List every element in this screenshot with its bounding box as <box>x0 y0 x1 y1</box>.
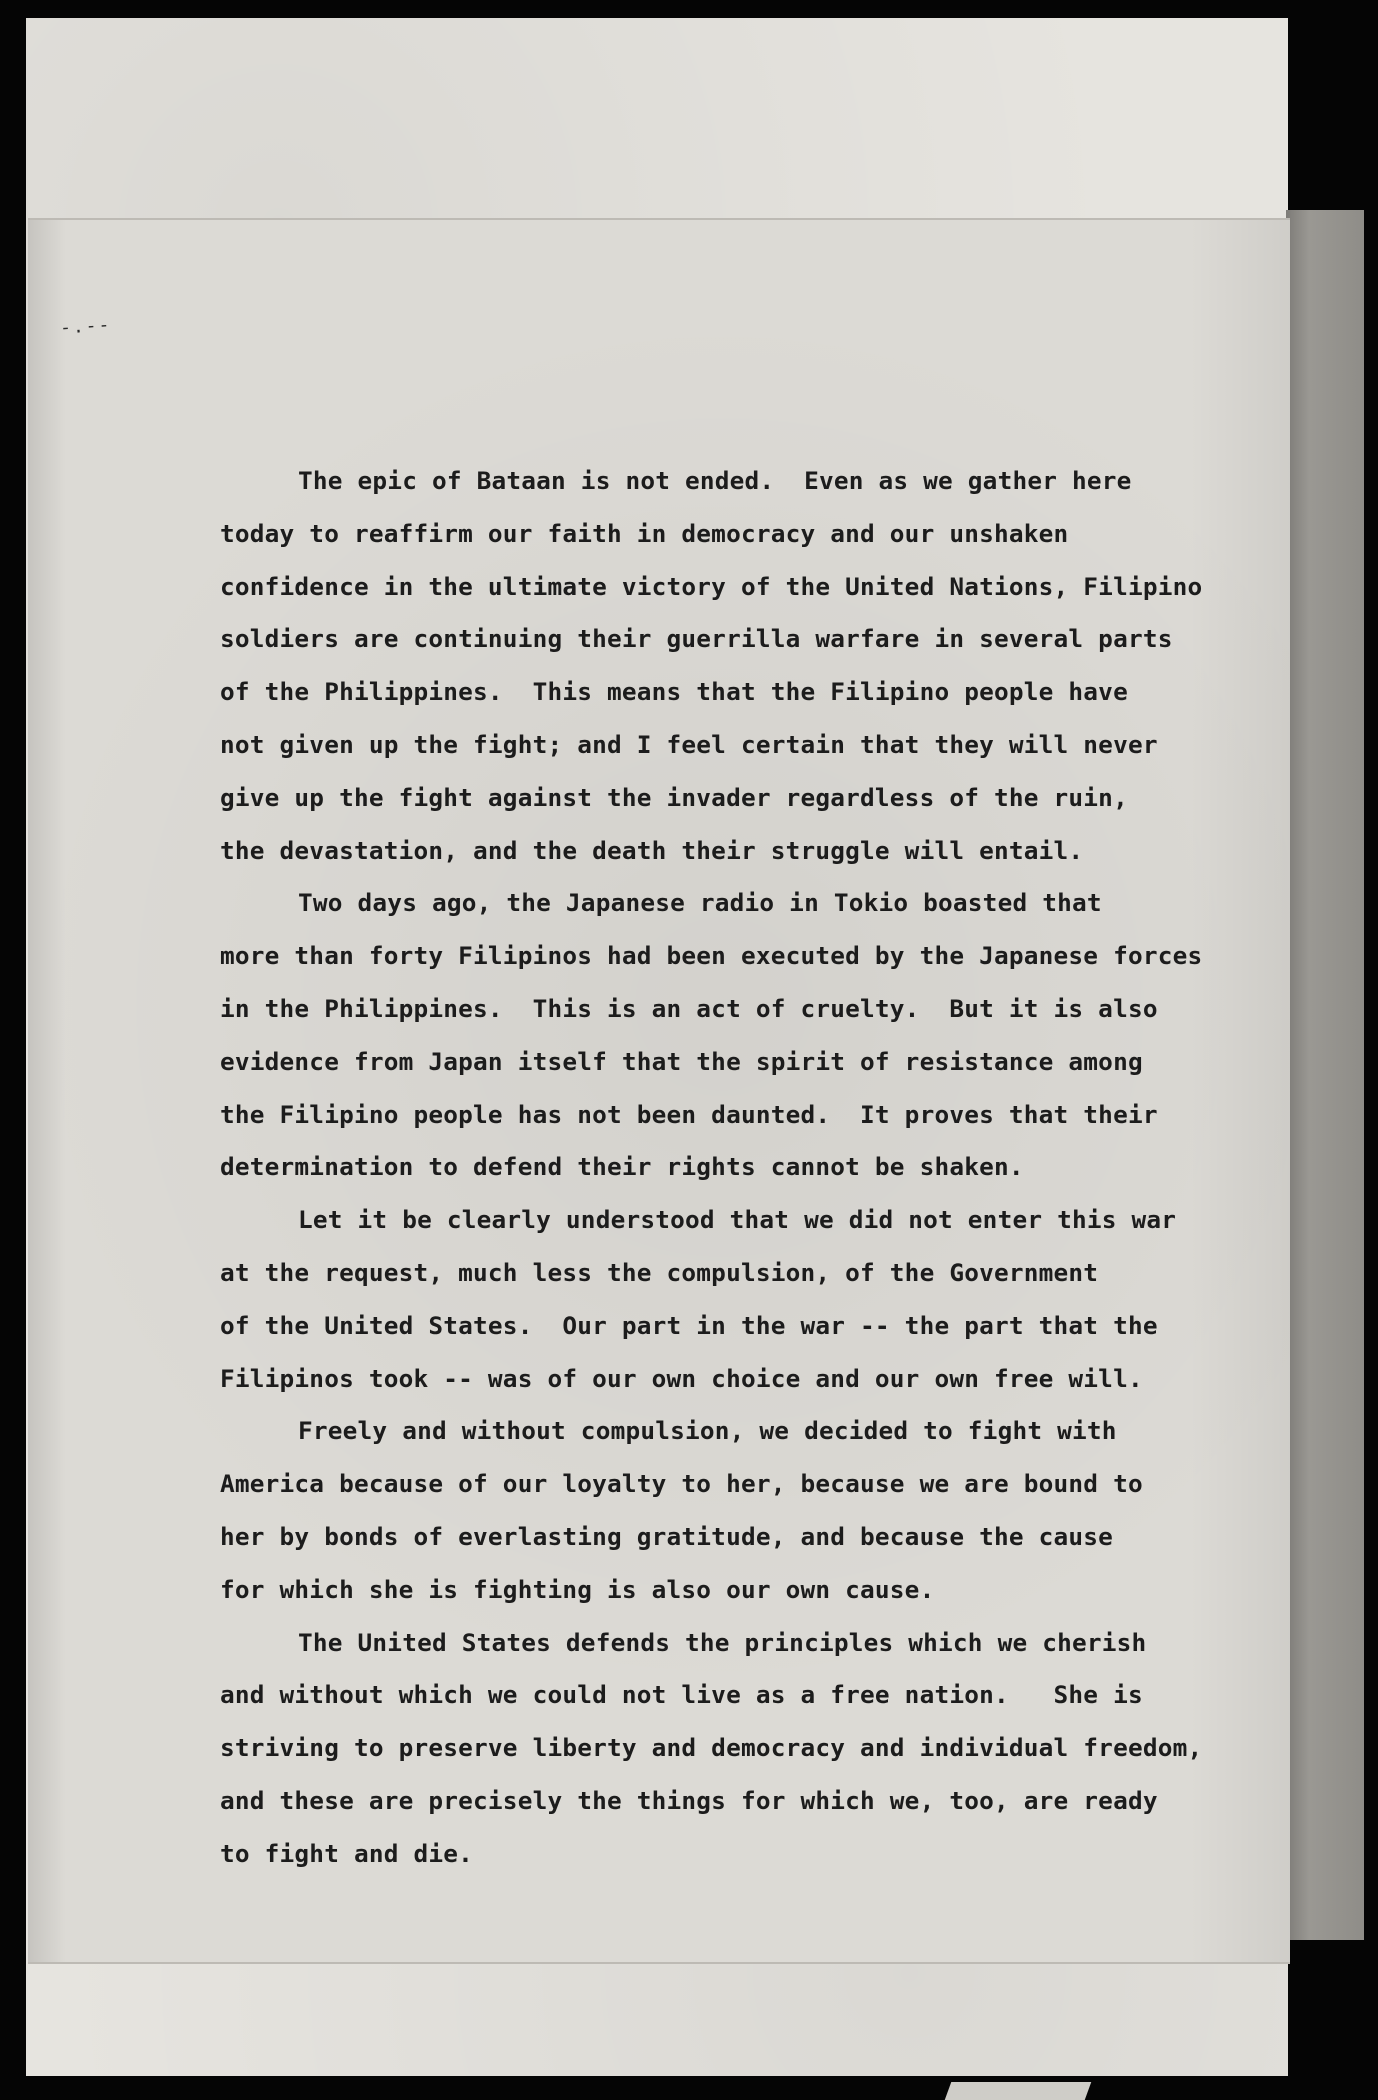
text-line: the devastation, and the death their struggle will entail. <box>220 835 1084 865</box>
text-line: to fight and die. <box>220 1838 474 1868</box>
text-line: and these are precisely the things for which we, too, are ready <box>220 1785 1158 1815</box>
text-line: more than forty Filipinos had been executed by the Japanese forces <box>220 941 1203 971</box>
text-line: Freely and without compulsion, we decided to fight with <box>298 1416 1117 1446</box>
text-line: not given up the fight; and I feel certain that they will never <box>220 729 1158 759</box>
text-line: Filipinos took -- was of our own choice and our own free will. <box>220 1363 1143 1393</box>
text-line: give up the fight against the invader regardless of the ruin, <box>220 782 1128 812</box>
text-line: Let it be clearly understood that we did not enter this war <box>298 1205 1177 1235</box>
typed-text <box>220 455 1282 1881</box>
text-line: at the request, much less the compulsion, of the Government <box>220 1257 1099 1287</box>
text-line: The United States defends the principles which we cherish <box>298 1627 1147 1657</box>
text-line: soldiers are continuing their guerrilla warfare in several parts <box>220 624 1173 654</box>
text-line: in the Philippines. This is an act of cruelty. But it is also <box>220 993 1158 1023</box>
text-line: and without which we could not live as a free nation. She is <box>220 1680 1143 1710</box>
bottom-sheet-tab <box>945 2082 1092 2100</box>
right-sheet-shadow <box>1286 210 1364 1940</box>
text-line: for which she is fighting is also our own cause. <box>220 1574 935 1604</box>
text-line: evidence from Japan itself that the spirit of resistance among <box>220 1046 1143 1076</box>
text-line: determination to defend their rights cannot be shaken. <box>220 1152 1024 1182</box>
text-line: of the Philippines. This means that the Filipino people have <box>220 677 1128 707</box>
text-line: the Filipino people has not been daunted. It proves that their <box>220 1099 1158 1129</box>
text-line: of the United States. Our part in the war -- the part that the <box>220 1310 1158 1340</box>
text-line: striving to preserve liberty and democracy and individual freedom, <box>220 1733 1203 1763</box>
text-line: her by bonds of everlasting gratitude, and because the cause <box>220 1521 1114 1551</box>
margin-mark: -.-- <box>59 314 113 339</box>
text-line: Two days ago, the Japanese radio in Tokio boasted that <box>298 888 1102 918</box>
text-line: America because of our loyalty to her, because we are bound to <box>220 1469 1143 1499</box>
text-line: today to reaffirm our faith in democracy and our unshaken <box>220 518 1069 548</box>
text-line: The epic of Bataan is not ended. Even as we gather here <box>298 466 1132 495</box>
text-line: confidence in the ultimate victory of the United Nations, Filipino <box>220 571 1203 601</box>
